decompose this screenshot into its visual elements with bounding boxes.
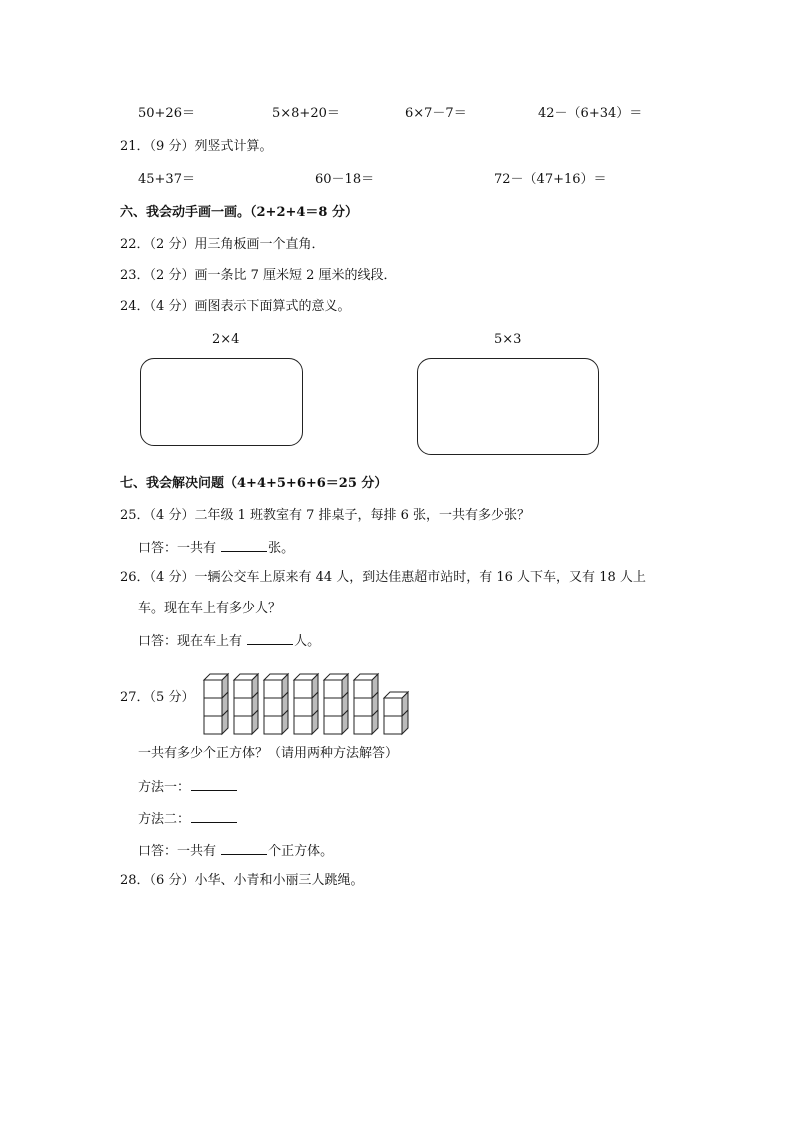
answer-26-blank[interactable] — [247, 632, 293, 645]
question-23: 23．（2 分）画一条比 7 厘米短 2 厘米的线段． — [120, 268, 397, 283]
question-26-line1: 26．（4 分）一辆公交车上原来有 44 人，到达佳惠超市站时，有 16 人下车，又有 18 人上 — [120, 570, 646, 585]
section-7-heading: 七、我会解决问题（4+4+5+6+6＝25 分） — [120, 476, 388, 491]
vertical-calc-3: 72－（47+16）＝ — [494, 172, 607, 187]
answer-27 — [138, 842, 333, 860]
section-6-heading: 六、我会动手画一画。（2+2+4＝8 分） — [120, 205, 358, 220]
drawing-box-1[interactable] — [140, 358, 303, 446]
cube — [354, 674, 378, 698]
method-1-blank[interactable] — [191, 778, 237, 791]
answer-25-prefix: 口答：一共有 — [138, 541, 217, 556]
answer-26-suffix: 人。 — [294, 634, 321, 649]
method-1-label: 方法一： — [138, 780, 191, 795]
method-2-label: 方法二： — [138, 812, 191, 827]
box-label-1: 2×4 — [212, 332, 240, 347]
answer-26-prefix: 口答：现在车上有 — [138, 634, 243, 649]
cube-stacks-figure — [200, 656, 425, 738]
box-label-2: 5×3 — [494, 332, 522, 347]
cube — [234, 674, 258, 698]
vertical-calc-1: 45+37＝ — [138, 172, 195, 187]
question-26-line2: 车。现在车上有多少人？ — [138, 601, 282, 616]
calc-item-1: 50+26＝ — [138, 106, 195, 121]
answer-25 — [138, 539, 294, 557]
cube — [264, 674, 288, 698]
cube — [384, 692, 408, 716]
vertical-calc-2: 60－18＝ — [315, 172, 375, 187]
question-24: 24．（4 分）画图表示下面算式的意义。 — [120, 299, 351, 314]
method-1 — [138, 778, 238, 796]
answer-27-suffix: 个正方体。 — [268, 844, 334, 859]
answer-26 — [138, 632, 320, 650]
cube — [324, 674, 348, 698]
answer-27-prefix: 口答：一共有 — [138, 844, 217, 859]
answer-25-blank[interactable] — [221, 539, 267, 552]
question-22: 22．（2 分）用三角板画一个直角． — [120, 237, 325, 252]
method-2 — [138, 810, 238, 828]
calc-item-2: 5×8+20＝ — [272, 106, 340, 121]
answer-27-blank[interactable] — [221, 842, 267, 855]
method-2-blank[interactable] — [191, 810, 237, 823]
question-27: 一共有多少个正方体？（请用两种方法解答） — [138, 746, 399, 761]
calc-item-3: 6×7－7＝ — [405, 106, 467, 121]
cube — [294, 674, 318, 698]
cube — [204, 674, 228, 698]
answer-25-suffix: 张。 — [268, 541, 295, 556]
question-21: 21．（9 分）列竖式计算。 — [120, 139, 273, 154]
question-27-label: 27．（5 分） — [120, 690, 195, 705]
question-25: 25．（4 分）二年级 1 班教室有 7 排桌子，每排 6 张，一共有多少张？ — [120, 508, 531, 523]
question-28: 28．（6 分）小华、小青和小丽三人跳绳。 — [120, 873, 364, 888]
calc-item-4: 42－（6+34）＝ — [538, 106, 643, 121]
drawing-box-2[interactable] — [417, 358, 599, 455]
